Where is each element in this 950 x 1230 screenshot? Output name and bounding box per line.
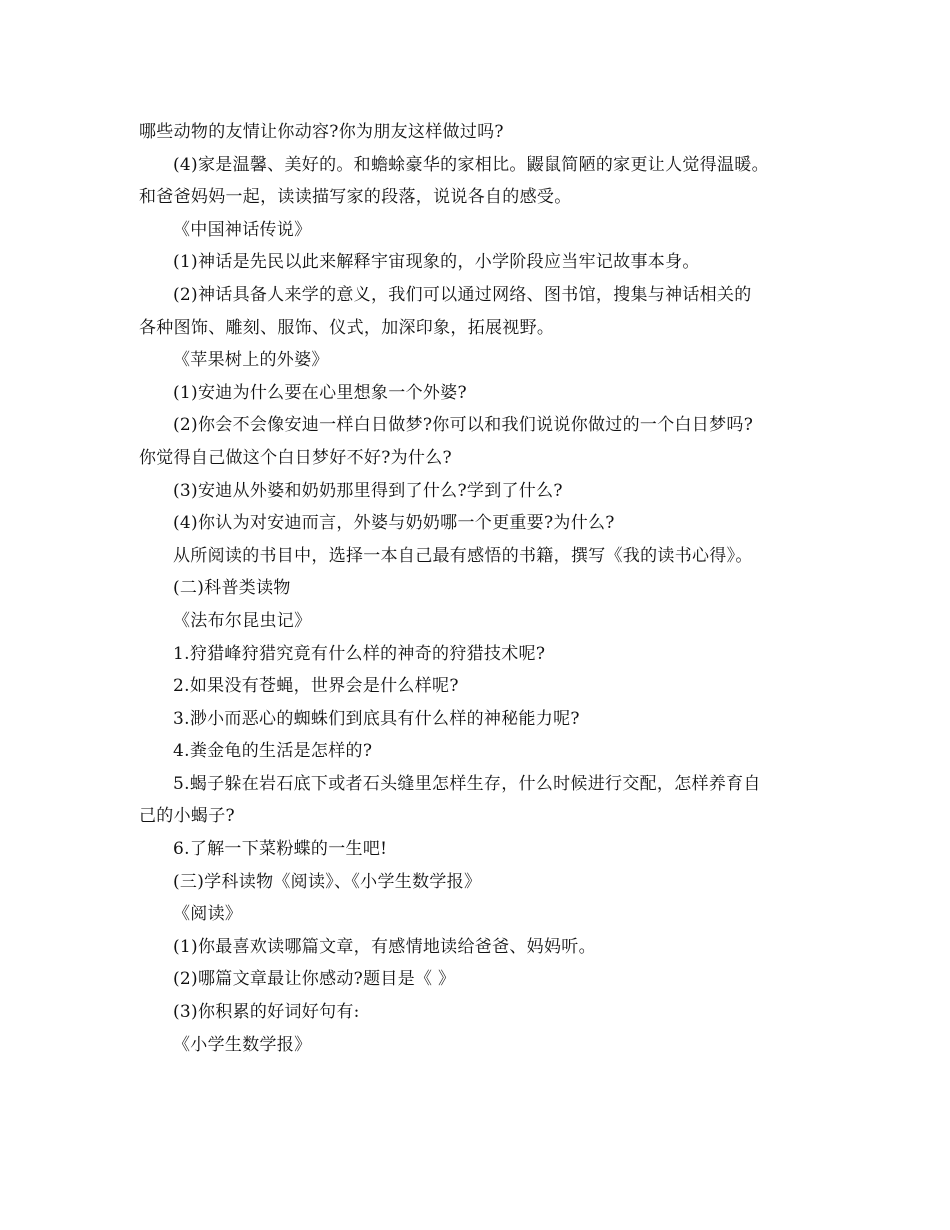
text-line: 4.粪金龟的生活是怎样的? bbox=[173, 741, 373, 762]
text-line: 己的小蝎子? bbox=[139, 806, 235, 827]
text-line: 和爸爸妈妈一起，读读描写家的段落，说说各自的感受。 bbox=[139, 187, 572, 208]
text-line: 各种图饰、雕刻、服饰、仪式，加深印象，拓展视野。 bbox=[139, 317, 555, 338]
text-line: 你觉得自己做这个白日梦好不好?为什么? bbox=[139, 447, 452, 468]
text-line: (2)你会不会像安迪一样白日做梦?你可以和我们说说你做过的一个白日梦吗? bbox=[173, 415, 754, 436]
text-line: (3)你积累的好词好句有: bbox=[173, 1002, 360, 1023]
text-line: 5.蝎子躲在岩石底下或者石头缝里怎样生存，什么时候进行交配，怎样养育自 bbox=[173, 773, 761, 794]
text-line: 6.了解一下菜粉蝶的一生吧! bbox=[173, 839, 388, 860]
book-title-line: 《法布尔昆虫记》 bbox=[173, 610, 312, 631]
text-line: (1)安迪为什么要在心里想象一个外婆? bbox=[173, 382, 467, 403]
text-line: 3.渺小而恶心的蜘蛛们到底具有什么样的神秘能力呢? bbox=[173, 708, 580, 729]
text-line: (4)你认为对安迪而言，外婆与奶奶哪一个更重要?为什么? bbox=[173, 513, 615, 534]
section-heading: (三)学科读物《阅读》、《小学生数学报》 bbox=[173, 871, 482, 892]
text-line: 从所阅读的书目中，选择一本自己最有感悟的书籍，撰写《我的读书心得》。 bbox=[173, 545, 753, 566]
text-line: 1.狩猎峰狩猎究竟有什么样的神奇的狩猎技术呢? bbox=[173, 643, 546, 664]
book-title-line: 《苹果树上的外婆》 bbox=[173, 350, 329, 371]
text-line: (4)家是温馨、美好的。和蟾蜍豪华的家相比。鼹鼠简陋的家更让人觉得温暖。 bbox=[173, 154, 769, 175]
text-line: 哪些动物的友情让你动容?你为朋友这样做过吗? bbox=[139, 122, 504, 142]
text-line: (1)神话是先民以此来解释宇宙现象的，小学阶段应当牢记故事本身。 bbox=[173, 252, 700, 273]
text-line: (2)神话具备人来学的意义，我们可以通过网络、图书馆，搜集与神话相关的 bbox=[173, 284, 752, 305]
book-title-line: 《阅读》 bbox=[173, 904, 243, 925]
book-title-line: 《小学生数学报》 bbox=[173, 1034, 312, 1055]
text-line: 2.如果没有苍蝇，世界会是什么样呢? bbox=[173, 676, 459, 697]
section-heading: (二)科普类读物 bbox=[173, 578, 291, 599]
text-line: (1)你最喜欢读哪篇文章，有感情地读给爸爸、妈妈听。 bbox=[173, 936, 596, 957]
text-line: (2)哪篇文章最让你感动?题目是《 》 bbox=[173, 969, 456, 990]
document-body bbox=[139, 116, 819, 1061]
text-line: (3)安迪从外婆和奶奶那里得到了什么?学到了什么? bbox=[173, 480, 563, 501]
book-title-line: 《中国神话传说》 bbox=[173, 219, 312, 240]
